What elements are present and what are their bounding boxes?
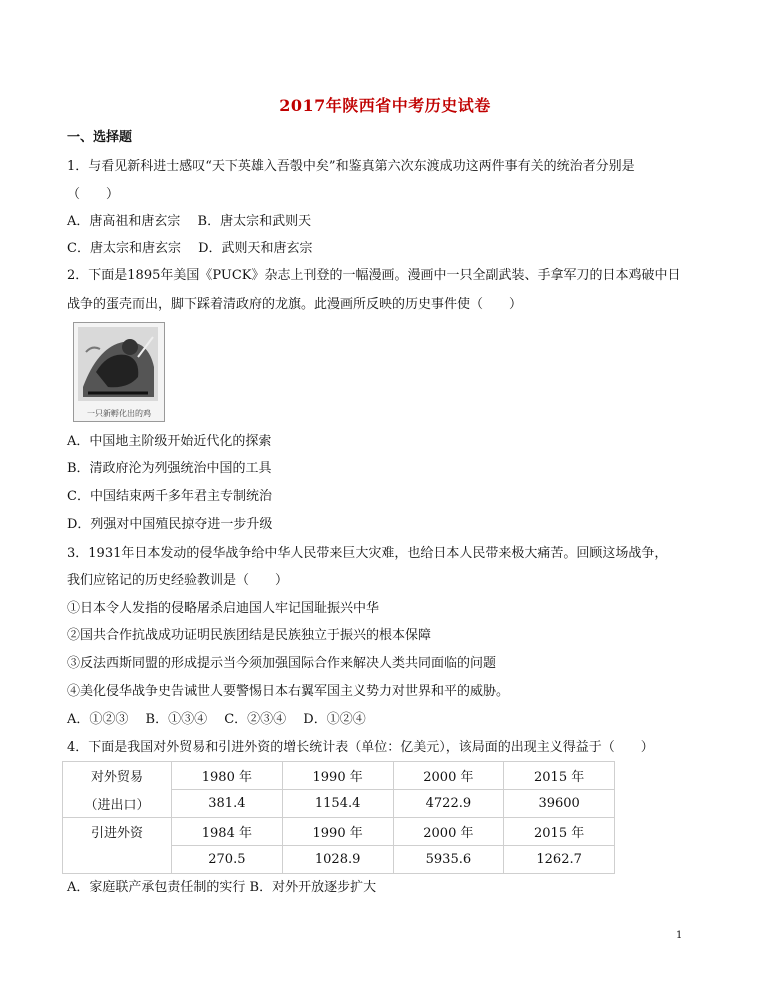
table-cell: 2015 年 xyxy=(504,762,615,790)
table-cell: 5935.6 xyxy=(393,846,504,874)
cartoon-drawing xyxy=(78,327,158,401)
table-cell: 对外贸易 xyxy=(63,762,172,790)
q2-stem-line1: 2．下面是1895年美国《PUCK》杂志上刊登的一幅漫画。漫画中一只全副武装、手拿军刀的日本鸡破中日 xyxy=(67,268,681,283)
table-row xyxy=(63,818,615,846)
q1-stem: 1．与看见新科进士感叹“天下英雄入吾彀中矣”和鉴真第六次东渡成功这两件事有关的统治者分别是 xyxy=(67,159,635,174)
table-cell: 2000 年 xyxy=(393,762,504,790)
table-cell: 1984 年 xyxy=(172,818,283,846)
table-cell xyxy=(63,846,172,874)
q4-options: A．家庭联产承包责任制的实行 B．对外开放逐步扩大 xyxy=(67,880,377,895)
table-cell: 1990 年 xyxy=(282,818,393,846)
q2-option-c: C．中国结束两千多年君主专制统治 xyxy=(67,489,272,504)
q2-option-a: A．中国地主阶级开始近代化的探索 xyxy=(67,434,272,449)
table-cell: 1980 年 xyxy=(172,762,283,790)
table-row xyxy=(63,846,615,874)
q4-stem: 4．下面是我国对外贸易和引进外资的增长统计表（单位：亿美元），该局面的出现主义得益于（ ） xyxy=(67,740,654,755)
exam-title: 2017年陕西省中考历史试卷 xyxy=(279,96,491,115)
q3-item-4: ④美化侵华战争史告诫世人要警惕日本右翼军国主义势力对世界和平的威胁。 xyxy=(67,684,510,699)
table-cell: 270.5 xyxy=(172,846,283,874)
q3-stem-line2: 我们应铭记的历史经验教训是（ ） xyxy=(67,573,289,588)
q3-item-1: ①日本令人发指的侵略屠杀启迪国人牢记国耻振兴中华 xyxy=(67,601,380,616)
table-cell: 引进外资 xyxy=(63,818,172,846)
q2-stem-line2: 战争的蛋壳而出，脚下踩着清政府的龙旗。此漫画所反映的历史事件使（ ） xyxy=(67,297,523,312)
q1-options-ab: A．唐高祖和唐玄宗 B．唐太宗和武则天 xyxy=(67,214,312,229)
stats-table xyxy=(62,761,615,874)
q1-options-cd: C．唐太宗和唐玄宗 D．武则天和唐玄宗 xyxy=(67,241,313,256)
table-cell: 4722.9 xyxy=(393,790,504,818)
q3-stem-line1: 3．1931年日本发动的侵华战争给中华人民带来巨大灾难，也给日本人民带来极大痛苦。回顾这场战争， xyxy=(67,546,668,561)
q2-option-b: B．清政府沦为列强统治中国的工具 xyxy=(67,461,272,476)
q3-item-2: ②国共合作抗战成功证明民族团结是民族独立于振兴的根本保障 xyxy=(67,628,432,643)
cartoon-image xyxy=(73,322,165,422)
cartoon-caption: 一只新孵化出的鸡 xyxy=(87,409,151,418)
section-heading: 一、选择题 xyxy=(67,130,133,145)
table-cell: 2015 年 xyxy=(504,818,615,846)
q3-options: A．①②③ B．①③④ C．②③④ D．①②④ xyxy=(67,712,366,727)
table-cell: 1990 年 xyxy=(282,762,393,790)
q1-paren: （ ） xyxy=(67,187,120,202)
table-row xyxy=(63,790,615,818)
table-cell: 2000 年 xyxy=(393,818,504,846)
table-cell: 1028.9 xyxy=(282,846,393,874)
table-cell: （进出口） xyxy=(63,790,172,818)
page-number: 1 xyxy=(676,930,683,941)
q3-item-3: ③反法西斯同盟的形成提示当今须加强国际合作来解决人类共同面临的问题 xyxy=(67,656,497,671)
table-row xyxy=(63,762,615,790)
q2-option-d: D．列强对中国殖民掠夺进一步升级 xyxy=(67,517,273,532)
table-cell: 1262.7 xyxy=(504,846,615,874)
table-cell: 381.4 xyxy=(172,790,283,818)
table-cell: 39600 xyxy=(504,790,615,818)
table-cell: 1154.4 xyxy=(282,790,393,818)
